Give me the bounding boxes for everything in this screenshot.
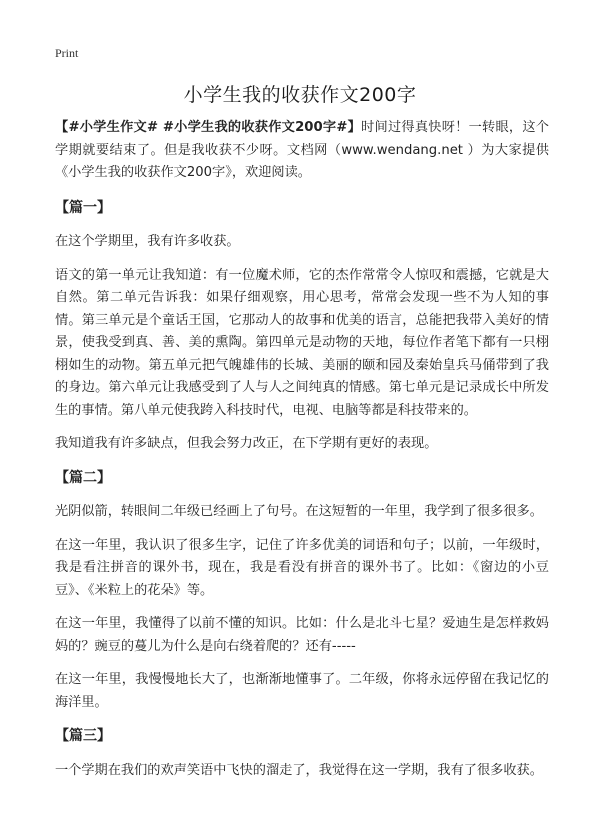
section-2-paragraph: 光阴似箭，转眼间二年级已经画上了句号。在这短暂的一年里，我学到了很多很多。 bbox=[55, 504, 543, 519]
section-heading-2: 【篇二】 bbox=[55, 469, 111, 486]
section-1-paragraph: 语文的第一单元让我知道：有一位魔术师，它的杰作常常令人惊叹和震撼，它就是大自然。第二单元告诉我：如果仔细观察，用心思考，常常会发现一些不为人知的事情。第三单元是个童话王国，它那动人的故事和优美的语言，总能把我带入美好的情景，使我受到真、善、美的熏陶。第四单元是动物的天地，每位作者笔下都有一只栩栩如生的动物。第五单元把气魄雄伟的长城、美丽的颐和园及秦始皇兵马俑带到了我的身边。第六单元让我感受到了人与人之间纯真的情感。第七单元是记录成长中所发生的事情。第八单元使我跨入科技时代，电视、电脑等都是科技带来的。 bbox=[55, 267, 549, 418]
document-title: 小学生我的收获作文200字 bbox=[183, 84, 417, 106]
section-1-paragraph: 我知道我有许多缺点，但我会努力改正，在下学期有更好的表现。 bbox=[55, 436, 438, 451]
intro-tag: 【#小学生作文# #小学生我的收获作文200字#】 bbox=[55, 120, 362, 135]
section-heading-1: 【篇一】 bbox=[55, 199, 111, 216]
section-1-paragraph: 在这个学期里，我有许多收获。 bbox=[55, 234, 240, 249]
section-2-paragraph: 在这一年里，我慢慢地长大了，也渐渐地懂事了。二年级，你将永远停留在我记忆的海洋里。 bbox=[55, 672, 549, 710]
intro-text: 时间过得真快呀！一转眼，这个学期就要结束了。但是我收获不少呀。文档网（www.wendang.net ）为大家提供《小学生我的收获作文200字》，欢迎阅读。 bbox=[55, 120, 549, 180]
section-heading-3: 【篇三】 bbox=[55, 728, 111, 744]
section-2-paragraph: 在这一年里，我认识了很多生字，记住了许多优美的词语和句子；以前，一年级时，我是看注拼音的课外书，现在，我是看没有拼音的课外书了。比如：《窗边的小豆豆》、《米粒上的花朵》等。 bbox=[55, 537, 549, 598]
intro-paragraph bbox=[55, 117, 549, 185]
print-label: Print bbox=[55, 46, 79, 60]
document-body bbox=[55, 117, 549, 793]
section-3-paragraph: 一个学期在我们的欢声笑语中飞快的溜走了，我觉得在这一学期，我有了很多收获。 bbox=[55, 762, 543, 778]
section-2-paragraph: 在这一年里，我懂得了以前不懂的知识。比如：什么是北斗七星？爱迪生是怎样救妈妈的？豌豆的蔓儿为什么是向右绕着爬的？还有----- bbox=[55, 616, 549, 654]
